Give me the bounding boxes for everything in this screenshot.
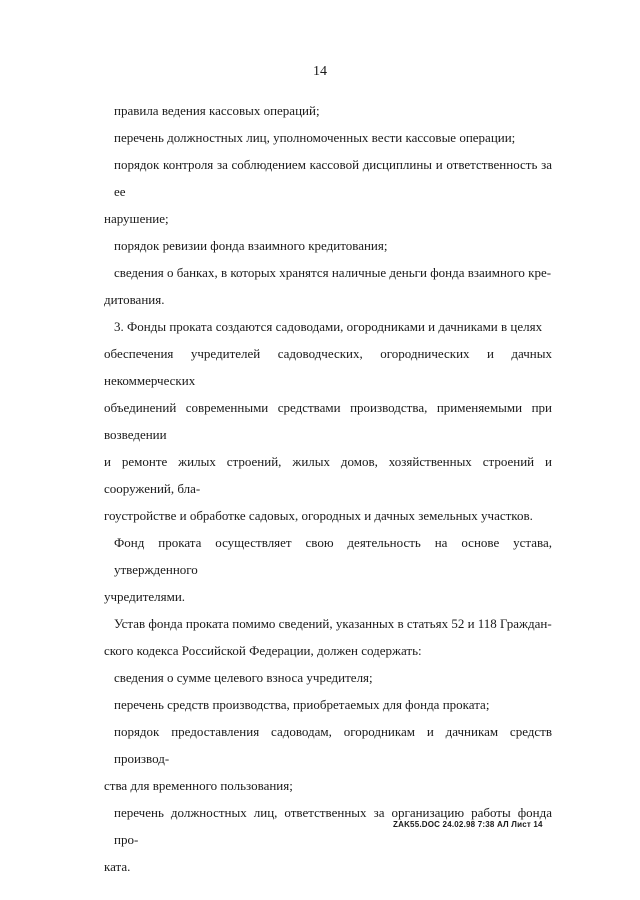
- document-footer: ZAK55.DOC 24.02.98 7:38 АЛ Лист 14: [393, 820, 543, 829]
- text-line: ского кодекса Российской Федерации, должен содержать:: [104, 643, 422, 658]
- text-line: учредителями.: [104, 589, 186, 604]
- document-body: [104, 97, 552, 880]
- page-number: 14: [313, 64, 327, 79]
- text-line: порядок ревизии фонда взаимного кредитования;: [114, 238, 388, 253]
- text-line: перечень должностных лиц, ответственных за организацию работы фонда про-: [114, 805, 552, 847]
- text-line: порядок контроля за соблюдением кассовой дисциплины и ответственность за ее: [114, 157, 552, 199]
- text-line: порядок предоставления садоводам, огородникам и дачникам средств производ-: [114, 724, 552, 766]
- text-line: обеспечения учредителей садоводческих, огороднических и дачных некоммерческих: [104, 346, 552, 388]
- text-line: перечень средств производства, приобретаемых для фонда проката;: [114, 697, 490, 712]
- text-line: ства для временного пользования;: [104, 778, 293, 793]
- text-line: дитования.: [104, 292, 165, 307]
- text-line: Фонд проката осуществляет свою деятельность на основе устава, утвержденного: [114, 535, 552, 577]
- text-line: гоустройстве и обработке садовых, огородных и дачных земельных участков.: [104, 508, 533, 523]
- text-line: сведения о банках, в которых хранятся наличные деньги фонда взаимного кре-: [114, 265, 552, 280]
- text-line: сведения о сумме целевого взноса учредителя;: [114, 670, 373, 685]
- text-line: Устав фонда проката помимо сведений, указанных в статьях 52 и 118 Граждан-: [114, 616, 552, 631]
- text-line: 3. Фонды проката создаются садоводами, огородниками и дачниками в целях: [114, 319, 543, 334]
- text-line: перечень должностных лиц, уполномоченных вести кассовые операции;: [114, 130, 516, 145]
- text-line: ката.: [104, 859, 131, 874]
- text-line: правила ведения кассовых операций;: [114, 103, 320, 118]
- text-line: нарушение;: [104, 211, 169, 226]
- text-line: объединений современными средствами производства, применяемыми при возведении: [104, 400, 552, 442]
- text-line: и ремонте жилых строений, жилых домов, хозяйственных строений и сооружений, бла-: [104, 454, 552, 496]
